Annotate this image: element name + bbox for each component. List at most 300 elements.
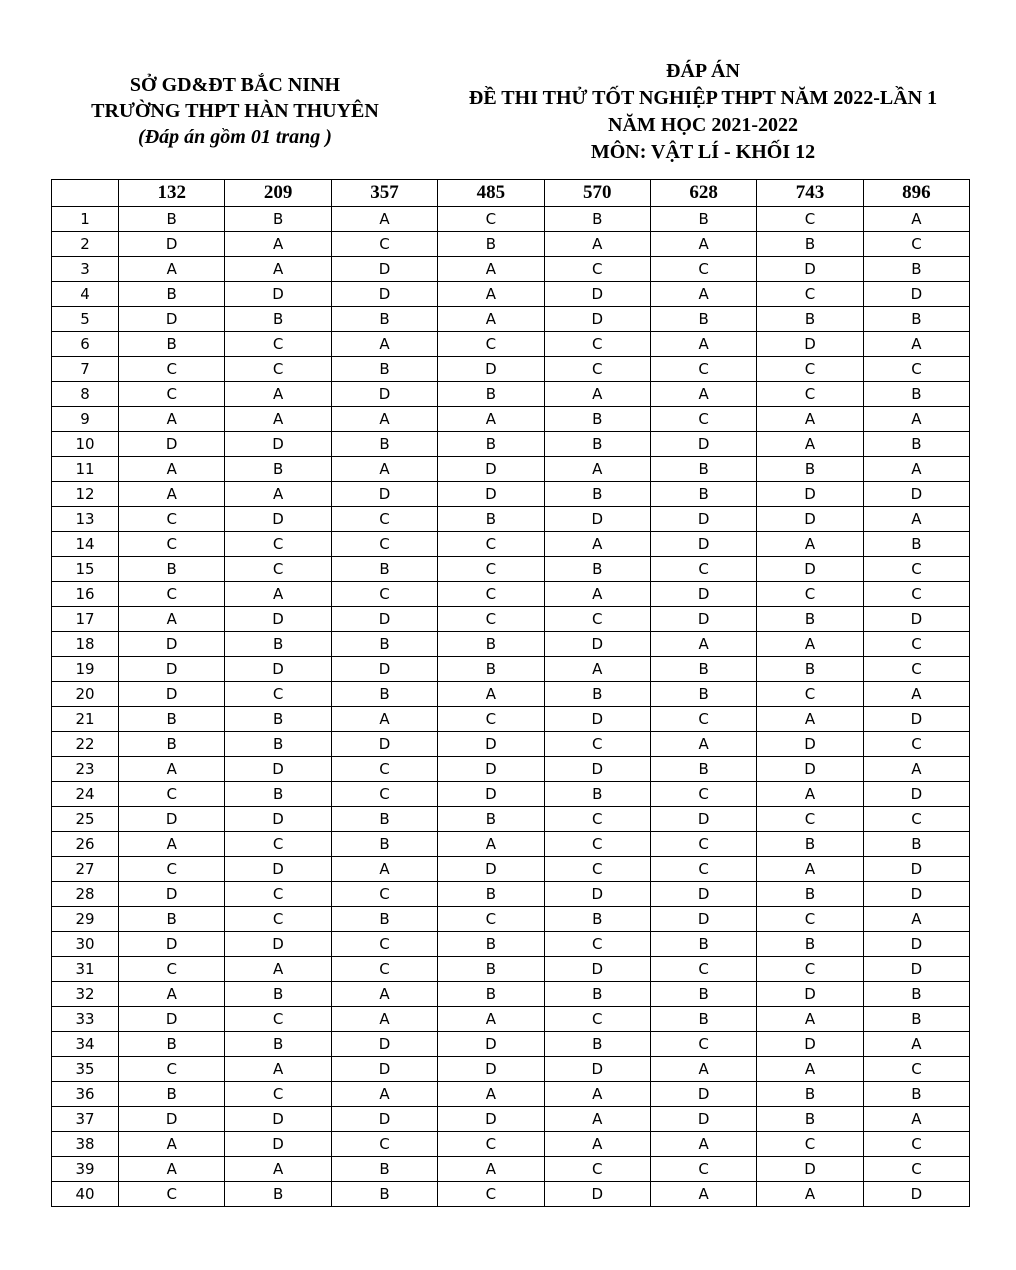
answer-cell: C [757, 382, 863, 407]
answer-cell: D [331, 1107, 437, 1132]
answer-cell: D [119, 682, 225, 707]
document-title: ĐÁP ÁN [666, 60, 740, 82]
answer-cell: B [119, 707, 225, 732]
answer-cell: A [544, 582, 650, 607]
table-row [52, 232, 970, 257]
table-row [52, 507, 970, 532]
question-number: 11 [52, 457, 119, 482]
answer-cell: A [757, 532, 863, 557]
question-number: 28 [52, 882, 119, 907]
answer-cell: B [225, 1032, 331, 1057]
answer-cell: D [331, 1057, 437, 1082]
answer-cell: B [331, 1157, 437, 1182]
answer-cell: B [863, 1007, 969, 1032]
answer-cell: C [757, 207, 863, 232]
answer-cell: B [544, 982, 650, 1007]
answer-cell: C [119, 782, 225, 807]
answer-cell: D [119, 632, 225, 657]
answer-cell: A [119, 757, 225, 782]
question-number: 8 [52, 382, 119, 407]
answer-cell: C [863, 557, 969, 582]
answer-cell: C [438, 557, 544, 582]
answer-cell: A [757, 857, 863, 882]
answer-cell: A [650, 732, 756, 757]
table-row [52, 732, 970, 757]
answer-cell: B [225, 982, 331, 1007]
answer-cell: C [119, 582, 225, 607]
table-row [52, 1007, 970, 1032]
answer-cell: B [331, 432, 437, 457]
table-row [52, 607, 970, 632]
answer-cell: A [438, 832, 544, 857]
answer-cell: C [331, 1132, 437, 1157]
answer-cell: A [331, 1007, 437, 1032]
answer-cell: D [438, 732, 544, 757]
answer-cell: A [225, 957, 331, 982]
question-number: 38 [52, 1132, 119, 1157]
answer-cell: C [863, 732, 969, 757]
answer-cell: D [863, 932, 969, 957]
answer-cell: B [650, 307, 756, 332]
answer-cell: A [438, 307, 544, 332]
answer-cell: B [225, 207, 331, 232]
answer-cell: C [331, 882, 437, 907]
question-number: 14 [52, 532, 119, 557]
answer-cell: C [119, 507, 225, 532]
question-number: 17 [52, 607, 119, 632]
question-number: 29 [52, 907, 119, 932]
answer-cell: C [757, 682, 863, 707]
answer-cell: D [119, 932, 225, 957]
answer-cell: A [225, 382, 331, 407]
question-number: 2 [52, 232, 119, 257]
answer-cell: C [225, 1007, 331, 1032]
answer-cell: D [119, 1107, 225, 1132]
answer-cell: B [119, 557, 225, 582]
answer-cell: B [225, 1182, 331, 1207]
question-number: 20 [52, 682, 119, 707]
question-number: 3 [52, 257, 119, 282]
answer-cell: D [438, 757, 544, 782]
answer-cell: A [331, 207, 437, 232]
answer-cell: B [225, 782, 331, 807]
answer-cell: D [119, 432, 225, 457]
answer-cell: A [544, 457, 650, 482]
answer-cell: B [438, 807, 544, 832]
answer-cell: C [863, 232, 969, 257]
answer-cell: A [225, 257, 331, 282]
answer-cell: C [757, 807, 863, 832]
answer-cell: B [119, 332, 225, 357]
answer-cell: B [650, 657, 756, 682]
answer-cell: A [757, 632, 863, 657]
answer-cell: A [544, 1082, 650, 1107]
answer-cell: A [225, 1057, 331, 1082]
answer-cell: A [544, 232, 650, 257]
answer-cell: C [331, 932, 437, 957]
answer-cell: A [331, 457, 437, 482]
header-row [52, 180, 970, 207]
answer-cell: A [757, 782, 863, 807]
answer-cell: D [119, 232, 225, 257]
answer-cell: A [119, 482, 225, 507]
answer-cell: D [863, 707, 969, 732]
table-row [52, 432, 970, 457]
answer-cell: D [438, 857, 544, 882]
answer-cell: D [119, 657, 225, 682]
answer-cell: C [650, 1157, 756, 1182]
table-row [52, 482, 970, 507]
question-number: 15 [52, 557, 119, 582]
answer-cell: C [331, 232, 437, 257]
exam-code-header: 357 [331, 180, 437, 207]
answer-cell: C [757, 957, 863, 982]
answer-cell: B [331, 357, 437, 382]
answer-cell: A [225, 232, 331, 257]
answer-cell: D [863, 1182, 969, 1207]
answer-cell: D [650, 582, 756, 607]
table-row [52, 207, 970, 232]
answer-cell: B [119, 907, 225, 932]
answer-cell: C [650, 782, 756, 807]
answer-cell: D [863, 782, 969, 807]
answer-cell: D [438, 1057, 544, 1082]
answer-cell: C [225, 1082, 331, 1107]
question-number: 31 [52, 957, 119, 982]
answer-cell: D [757, 507, 863, 532]
answer-cell: B [544, 557, 650, 582]
answer-cell: D [544, 882, 650, 907]
answer-cell: B [331, 632, 437, 657]
question-number: 40 [52, 1182, 119, 1207]
answer-cell: B [438, 982, 544, 1007]
answer-cell: A [438, 1007, 544, 1032]
answer-cell: D [331, 657, 437, 682]
table-row [52, 582, 970, 607]
answer-cell: D [225, 607, 331, 632]
answer-cell: C [119, 357, 225, 382]
question-number: 24 [52, 782, 119, 807]
answer-cell: C [650, 257, 756, 282]
answer-key-table [51, 179, 970, 1207]
table-row [52, 1057, 970, 1082]
answer-cell: A [438, 1082, 544, 1107]
answer-cell: B [119, 282, 225, 307]
answer-cell: B [225, 732, 331, 757]
answer-cell: B [544, 432, 650, 457]
answer-cell: A [650, 282, 756, 307]
answer-cell: D [438, 457, 544, 482]
answer-cell: D [331, 1032, 437, 1057]
table-row [52, 832, 970, 857]
exam-code-header: 896 [863, 180, 969, 207]
answer-cell: B [438, 957, 544, 982]
answer-cell: B [757, 657, 863, 682]
answer-cell: D [544, 1182, 650, 1207]
question-number: 4 [52, 282, 119, 307]
question-number: 6 [52, 332, 119, 357]
answer-cell: D [650, 907, 756, 932]
answer-cell: D [863, 882, 969, 907]
answer-cell: D [544, 1057, 650, 1082]
answer-cell: C [438, 707, 544, 732]
answer-cell: C [438, 332, 544, 357]
corner-cell [52, 180, 119, 207]
answer-cell: D [331, 607, 437, 632]
answer-cell: A [438, 257, 544, 282]
answer-cell: C [650, 557, 756, 582]
school-year: NĂM HỌC 2021-2022 [608, 114, 798, 136]
answer-cell: D [331, 732, 437, 757]
school-header [70, 72, 400, 150]
answer-cell: B [757, 882, 863, 907]
answer-cell: D [225, 932, 331, 957]
question-number: 7 [52, 357, 119, 382]
exam-code-header: 628 [650, 180, 756, 207]
answer-cell: C [650, 407, 756, 432]
answer-cell: A [863, 1107, 969, 1132]
school-name: TRƯỜNG THPT HÀN THUYÊN [91, 100, 379, 122]
question-number: 26 [52, 832, 119, 857]
answer-cell: A [544, 657, 650, 682]
answer-cell: C [650, 957, 756, 982]
answer-cell: D [863, 857, 969, 882]
question-number: 9 [52, 407, 119, 432]
answer-cell: C [863, 632, 969, 657]
answer-cell: A [650, 1132, 756, 1157]
answer-cell: C [438, 207, 544, 232]
table-row [52, 907, 970, 932]
answer-cell: B [119, 732, 225, 757]
answer-cell: D [650, 507, 756, 532]
answer-cell: D [225, 1132, 331, 1157]
answer-cell: B [544, 407, 650, 432]
answer-cell: C [544, 732, 650, 757]
answer-cell: B [438, 232, 544, 257]
answer-cell: B [863, 382, 969, 407]
answer-cell: B [544, 482, 650, 507]
table-row [52, 1182, 970, 1207]
answer-cell: D [650, 807, 756, 832]
answer-cell: C [544, 932, 650, 957]
page-count-note: (Đáp án gồm 01 trang ) [138, 126, 332, 148]
answer-cell: C [119, 532, 225, 557]
table-row [52, 407, 970, 432]
answer-cell: A [119, 457, 225, 482]
table-row [52, 1032, 970, 1057]
answer-cell: B [119, 1082, 225, 1107]
question-number: 30 [52, 932, 119, 957]
answer-cell: D [225, 657, 331, 682]
answer-cell: B [544, 782, 650, 807]
answer-cell: D [438, 357, 544, 382]
answer-cell: D [119, 307, 225, 332]
answer-cell: C [544, 257, 650, 282]
answer-cell: A [119, 1157, 225, 1182]
answer-cell: D [225, 807, 331, 832]
answer-cell: D [650, 532, 756, 557]
table-row [52, 257, 970, 282]
answer-cell: C [225, 332, 331, 357]
answer-cell: C [863, 582, 969, 607]
answer-cell: C [757, 357, 863, 382]
answer-cell: C [544, 857, 650, 882]
answer-cell: B [119, 1032, 225, 1057]
answer-cell: D [225, 507, 331, 532]
answer-cell: C [119, 857, 225, 882]
question-number: 16 [52, 582, 119, 607]
answer-rows [52, 207, 970, 1207]
answer-cell: C [757, 582, 863, 607]
answer-cell: A [863, 332, 969, 357]
answer-cell: C [119, 382, 225, 407]
department-name: SỞ GD&ĐT BẮC NINH [129, 74, 341, 96]
table-row [52, 707, 970, 732]
answer-cell: B [863, 532, 969, 557]
answer-cell: D [544, 707, 650, 732]
answer-cell: B [331, 557, 437, 582]
answer-cell: A [863, 757, 969, 782]
answer-cell: D [119, 807, 225, 832]
answer-cell: A [225, 482, 331, 507]
answer-cell: A [225, 407, 331, 432]
table-row [52, 282, 970, 307]
answer-cell: D [544, 282, 650, 307]
answer-cell: A [863, 682, 969, 707]
answer-cell: B [650, 482, 756, 507]
table-row [52, 857, 970, 882]
answer-cell: C [331, 582, 437, 607]
table-row [52, 632, 970, 657]
answer-cell: D [757, 482, 863, 507]
answer-cell: B [438, 432, 544, 457]
answer-cell: A [757, 1057, 863, 1082]
answer-cell: A [331, 407, 437, 432]
answer-cell: A [863, 207, 969, 232]
question-number: 12 [52, 482, 119, 507]
question-number: 1 [52, 207, 119, 232]
answer-cell: B [650, 757, 756, 782]
answer-cell: B [863, 307, 969, 332]
answer-cell: B [438, 632, 544, 657]
table-row [52, 807, 970, 832]
answer-cell: B [331, 307, 437, 332]
answer-cell: A [225, 1157, 331, 1182]
answer-cell: C [544, 357, 650, 382]
answer-cell: A [331, 857, 437, 882]
answer-cell: B [331, 832, 437, 857]
answer-cell: C [650, 1032, 756, 1057]
answer-cell: C [544, 332, 650, 357]
answer-cell: C [757, 1132, 863, 1157]
answer-cell: D [438, 482, 544, 507]
table-row [52, 1132, 970, 1157]
answer-cell: C [225, 357, 331, 382]
answer-cell: D [757, 257, 863, 282]
question-number: 33 [52, 1007, 119, 1032]
question-number: 35 [52, 1057, 119, 1082]
answer-cell: D [757, 1032, 863, 1057]
answer-cell: D [225, 282, 331, 307]
table-row [52, 357, 970, 382]
answer-cell: A [544, 532, 650, 557]
table-row [52, 332, 970, 357]
answer-cell: A [331, 332, 437, 357]
answer-cell: A [225, 582, 331, 607]
table-row [52, 982, 970, 1007]
answer-cell: B [438, 382, 544, 407]
answer-cell: C [438, 532, 544, 557]
answer-cell: A [544, 382, 650, 407]
answer-cell: D [225, 757, 331, 782]
answer-cell: D [225, 1107, 331, 1132]
answer-cell: C [863, 357, 969, 382]
table-row [52, 757, 970, 782]
answer-cell: C [544, 807, 650, 832]
answer-cell: A [119, 257, 225, 282]
answer-cell: A [757, 407, 863, 432]
table-row [52, 657, 970, 682]
answer-cell: B [757, 932, 863, 957]
question-number: 13 [52, 507, 119, 532]
answer-cell: A [863, 507, 969, 532]
answer-cell: B [863, 432, 969, 457]
answer-cell: C [438, 1182, 544, 1207]
answer-cell: A [331, 1082, 437, 1107]
exam-header [430, 58, 976, 166]
answer-cell: D [544, 632, 650, 657]
answer-cell: B [757, 1082, 863, 1107]
table-row [52, 382, 970, 407]
answer-cell: C [544, 1007, 650, 1032]
answer-cell: B [650, 457, 756, 482]
answer-cell: C [119, 1057, 225, 1082]
answer-cell: D [331, 257, 437, 282]
answer-cell: B [650, 207, 756, 232]
answer-cell: B [544, 682, 650, 707]
answer-cell: B [225, 707, 331, 732]
exam-title: ĐỀ THI THỬ TỐT NGHIỆP THPT NĂM 2022-LẦN 1 [468, 87, 938, 109]
answer-cell: B [544, 207, 650, 232]
answer-cell: A [650, 1182, 756, 1207]
answer-cell: D [650, 432, 756, 457]
exam-code-header: 743 [757, 180, 863, 207]
question-number: 36 [52, 1082, 119, 1107]
answer-cell: D [544, 757, 650, 782]
table-row [52, 682, 970, 707]
table-row [52, 532, 970, 557]
answer-cell: D [863, 282, 969, 307]
answer-cell: C [650, 707, 756, 732]
answer-cell: A [119, 982, 225, 1007]
answer-cell: B [757, 832, 863, 857]
answer-cell: C [863, 1157, 969, 1182]
answer-cell: B [225, 632, 331, 657]
answer-cell: A [438, 407, 544, 432]
answer-cell: D [757, 332, 863, 357]
answer-cell: D [438, 1107, 544, 1132]
exam-code-header: 485 [438, 180, 544, 207]
exam-code-header: 132 [119, 180, 225, 207]
answer-cell: A [863, 907, 969, 932]
answer-cell: B [863, 832, 969, 857]
answer-cell: C [544, 832, 650, 857]
answer-cell: C [757, 282, 863, 307]
answer-cell: C [863, 1132, 969, 1157]
answer-cell: B [331, 907, 437, 932]
answer-cell: A [650, 632, 756, 657]
answer-cell: D [650, 1082, 756, 1107]
